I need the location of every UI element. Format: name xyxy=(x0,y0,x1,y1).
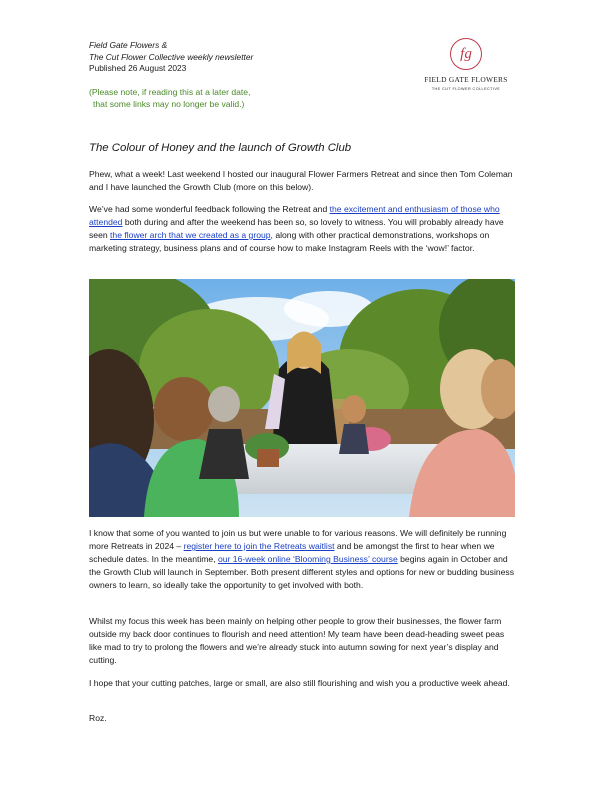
logo-monogram: fg xyxy=(450,38,482,70)
published-date: Published 26 August 2023 xyxy=(89,63,187,74)
header-line-1: Field Gate Flowers & xyxy=(89,40,168,50)
brand-logo xyxy=(415,38,517,91)
logo-name: FIELD GATE FLOWERS xyxy=(424,75,508,84)
text-span: and be amongst the first to hear when we schedule dates. In the meantime, xyxy=(89,541,495,564)
paragraph-retreats xyxy=(89,527,519,592)
paragraph-wishes: I hope that your cutting patches, large or small, are also still flourishing and wish you a productive week ahead. xyxy=(89,678,510,688)
link-flower-arch[interactable]: the flower arch that we created as a group xyxy=(110,230,271,240)
paragraph-intro: Phew, what a week! Last weekend I hosted our inaugural Flower Farmers Retreat and since then Tom Coleman and I have launched the Growth Club (more on this below). xyxy=(89,169,513,192)
article-title: The Colour of Honey and the launch of Growth Club xyxy=(89,142,352,154)
text-span: We’ve had some wonderful feedback following the Retreat and xyxy=(89,204,330,214)
validity-note xyxy=(89,87,250,110)
link-blooming-business-course[interactable]: our 16-week online ‘Blooming Business’ course xyxy=(217,554,398,564)
retreat-photo xyxy=(89,279,515,517)
text-span: begins again in October and the Growth Club will launch in September. Both present different styles and options for new or budding business owners to learn, so ideally take the opportunity to get involved with both. xyxy=(89,554,514,590)
link-excitement-enthusiasm[interactable]: the excitement and enthusiasm of those who attended xyxy=(89,204,500,227)
text-span: I know that some of you wanted to join us but were unable to for various reasons. We will definitely be running more Retreats in 2024 – xyxy=(89,528,507,551)
paragraph-feedback xyxy=(89,203,519,255)
link-retreats-waitlist[interactable]: register here to join the Retreats waitlist xyxy=(183,541,335,551)
note-line-2: that some links may no longer be valid.) xyxy=(93,98,245,109)
text-span: both during and after the weekend has been so, so lovely to witness. You will probably already have seen xyxy=(89,217,504,240)
newsletter-header xyxy=(89,40,253,75)
paragraph-flower-farm: Whilst my focus this week has been mainly on helping other people to grow their businesses, the flower farm outside my back door continues to flourish and need attention! My team have been dead-heading sweet peas like mad to try to prolong the flowers and we’re already stuck into autumn sowing for next year’s display and cutting. xyxy=(89,616,505,665)
signoff: Roz. xyxy=(89,713,107,723)
text-span: , along with other practical demonstrations, workshops on marketing strategy, business plans and of course how to make Instagram Reels with the ‘wow!’ factor. xyxy=(89,230,490,253)
header-line-2: The Cut Flower Collective weekly newsletter xyxy=(89,51,254,62)
logo-subtitle: THE CUT FLOWER COLLECTIVE xyxy=(431,87,501,91)
note-line-1: (Please note, if reading this at a later date, xyxy=(89,87,251,97)
retreat-photo-illustration xyxy=(89,279,515,517)
